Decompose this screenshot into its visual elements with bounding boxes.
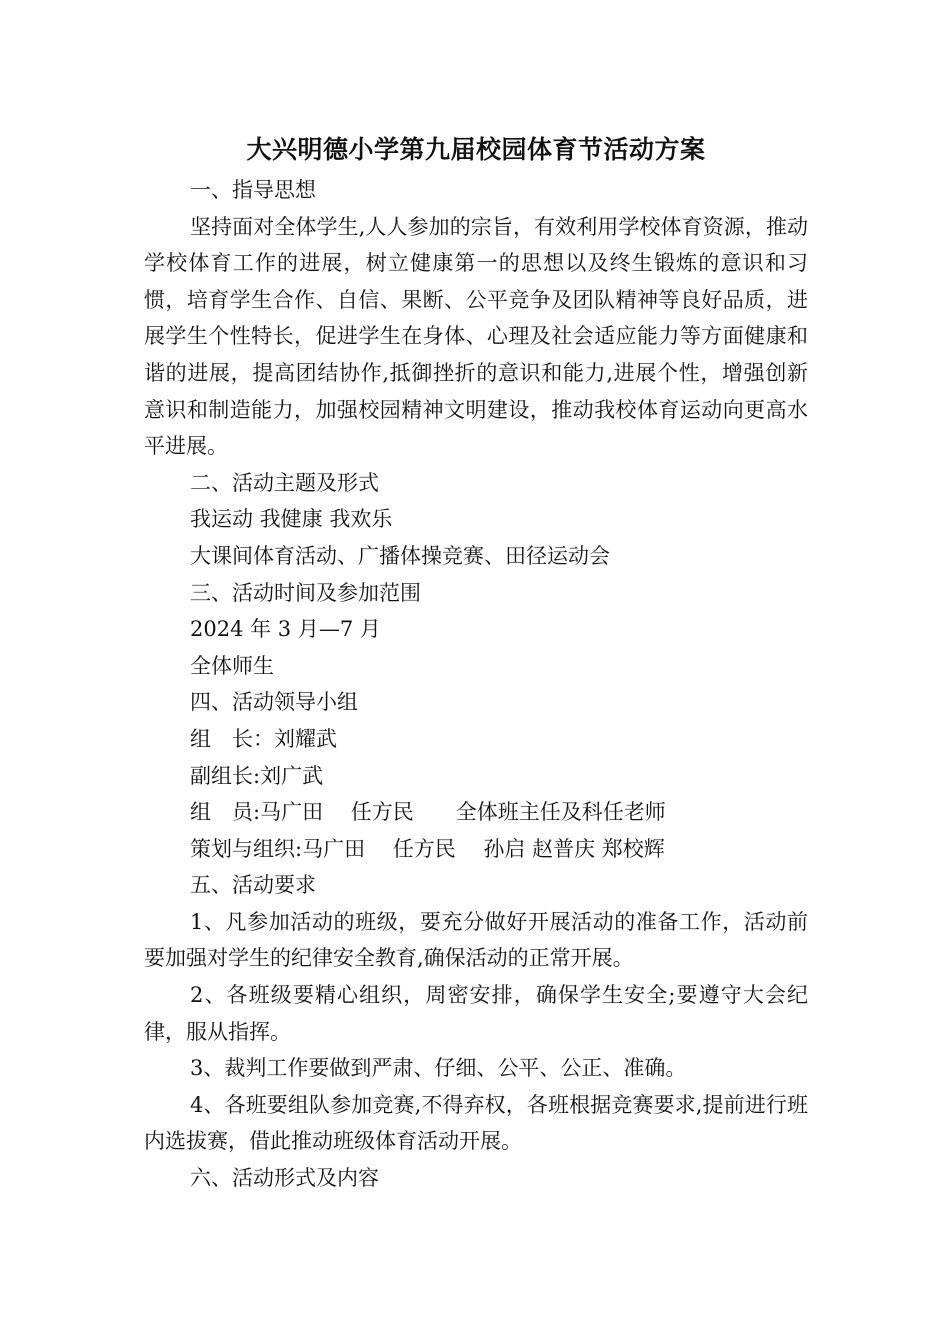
activity-theme: 我运动 我健康 我欢乐 <box>190 507 393 532</box>
group-planners: 策划与组织:马广田 任方民 孙启 赵普庆 郑校辉 <box>190 836 665 861</box>
section-heading-requirements: 五、活动要求 <box>190 873 316 898</box>
section-heading-theme-and-form: 二、活动主题及形式 <box>190 470 379 495</box>
requirement-item-4: 4、各班要组队参加竞赛,不得弃权，各班根据竞赛要求,提前进行班内选拔赛，借此推动班级体育活动开展。 <box>144 1092 808 1154</box>
activity-time: 2024 年 3 月—7 月 <box>190 617 381 642</box>
requirement-item-3: 3、裁判工作要做到严肃、仔细、公平、公正、准确。 <box>190 1056 687 1081</box>
guiding-thought-paragraph: 坚持面对全体学生,人人参加的宗旨，有效利用学校体育资源，推动学校体育工作的进展，树立健康第一的思想以及终生锻炼的意识和习惯，培育学生合作、自信、果断、公平竞争及团队精神等良好品质，进展学生个性特长，促进学生在身体、心理及社会适应能力等方面健康和谐的进展，提高团结协作,抵御挫折的意识和能力,进展个性，增强创新意识和制造能力，加强校园精神文明建设，推动我校体育运动向更高水平进展。 <box>144 214 808 459</box>
document-title: 大兴明德小学第九届校园体育节活动方案 <box>246 135 706 164</box>
activity-forms: 大课间体育活动、广播体操竞赛、田径运动会 <box>190 543 610 568</box>
section-heading-leadership-group: 四、活动领导小组 <box>190 690 358 715</box>
requirement-item-1: 1、凡参加活动的班级，要充分做好开展活动的准备工作，活动前要加强对学生的纪律安全教育,确保活动的正常开展。 <box>144 909 808 971</box>
section-heading-guiding-thought: 一、指导思想 <box>190 178 316 202</box>
activity-scope: 全体师生 <box>190 653 274 678</box>
document-page <box>144 128 808 1197</box>
section-heading-time-and-scope: 三、活动时间及参加范围 <box>190 580 421 605</box>
requirement-item-2: 2、各班级要精心组织，周密安排，确保学生安全;要遵守大会纪律，服从指挥。 <box>144 983 808 1044</box>
section-heading-forms-and-content: 六、活动形式及内容 <box>190 1166 379 1191</box>
group-deputy-leader: 副组长:刘广武 <box>190 763 324 788</box>
group-leader: 组 长：刘耀武 <box>190 726 337 751</box>
group-members: 组 员:马广田 任方民 全体班主任及科任老师 <box>190 800 666 825</box>
